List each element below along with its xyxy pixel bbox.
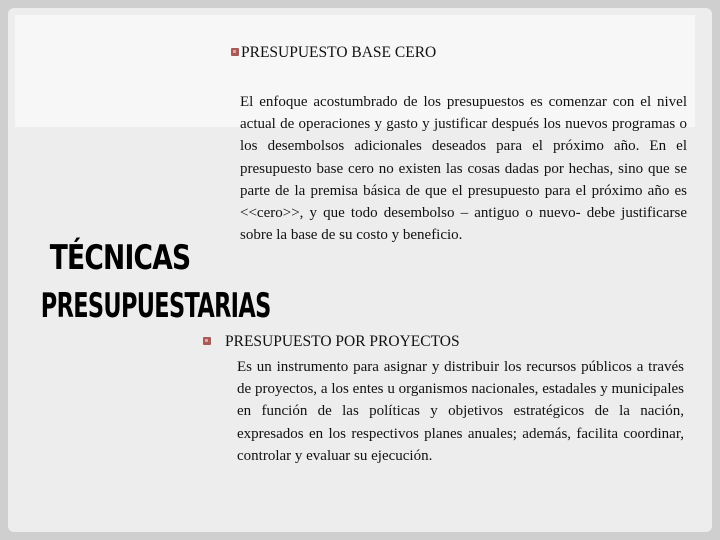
section-heading-proyectos: PRESUPUESTO POR PROYECTOS xyxy=(225,333,460,350)
bullet-icon xyxy=(231,48,239,56)
section-heading-base-cero: PRESUPUESTO BASE CERO xyxy=(241,44,437,61)
side-title-line2: PRESUPUESTARIAS xyxy=(40,286,271,326)
section-body-proyectos: Es un instrumento para asignar y distribuir los recursos públicos a través de proyectos, a los entes u organismos nacionales, estadales y municipales en función de las políticas y objetivos estratégicos de la nación, expresados en los respectivos planes anuales; además, facilita coordinar, controlar y evaluar su ejecución. xyxy=(237,359,684,464)
bullet-icon xyxy=(203,337,211,345)
section-body-base-cero: El enfoque acostumbrado de los presupuestos es comenzar con el nivel actual de operaciones y gasto y justificar después los nuevos programas o los desembolsos adicionales deseados para el próximo año. En el presupuesto base cero no existen las cosas dadas por hechas, sino que se parte de la premisa básica de que el presupuesto para el próximo año es <<cero>>, y que todo desembolso – antiguo o nuevo- debe justificarse sobre la base de su costo y beneficio. xyxy=(240,94,687,244)
side-title-line1: TÉCNICAS xyxy=(49,238,191,278)
